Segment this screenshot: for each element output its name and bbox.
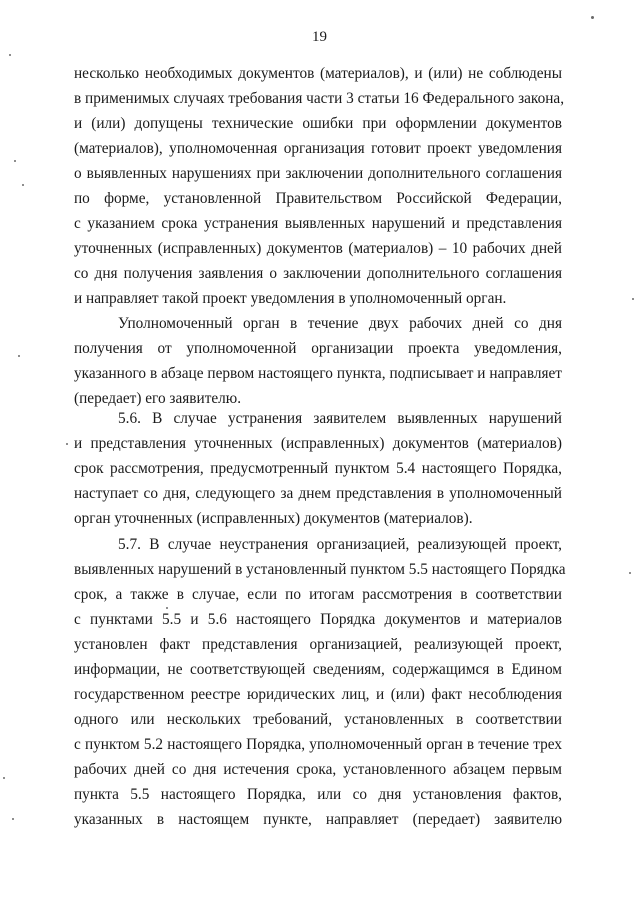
paragraph-clause-5-6: [74, 406, 562, 531]
text-line: в применимых случаях требования части 3 статьи 16 Федерального закона,: [74, 90, 565, 107]
scan-speck: [3, 777, 5, 779]
text-line: по форме, установленной Правительством Российской Федерации,: [74, 190, 562, 207]
text-line: 5.6. В случае устранения заявителем выявленных нарушений: [118, 410, 562, 427]
text-line: и представления уточненных (исправленных) документов (материалов): [74, 435, 562, 452]
text-line: и направляет такой проект уведомления в уполномоченный орган.: [74, 290, 507, 307]
text-line: с пунктом 5.2 настоящего Порядка, уполномоченный орган в течение трех: [74, 736, 562, 753]
text-line: и (или) допущены технические ошибки при оформлении документов: [74, 115, 562, 132]
scan-speck: [12, 818, 14, 820]
scan-speck: [591, 16, 594, 19]
text-line: орган уточненных (исправленных) документов (материалов).: [74, 510, 473, 527]
text-line: указанных в настоящем пункте, направляет (передает) заявителю: [74, 811, 562, 828]
paragraph-notice-preparation: [74, 61, 565, 311]
scan-speck: [9, 54, 11, 56]
text-line: (передает) его заявителю.: [74, 390, 242, 407]
scan-speck: [14, 160, 16, 162]
text-line: (материалов), уполномоченная организация готовит проект уведомления: [74, 140, 562, 157]
page-number: 19: [312, 29, 327, 45]
text-line: одного или нескольких требований, установленных в соответствии: [74, 711, 562, 728]
text-line: уточненных (исправленных) документов (материалов) – 10 рабочих дней: [74, 240, 562, 257]
text-line: со дня получения заявления о заключении дополнительного соглашения: [74, 265, 562, 282]
text-line: выявленных нарушений в установленный пунктом 5.5 настоящего Порядка: [74, 561, 566, 578]
text-line: наступает со дня, следующего за днем представления в уполномоченный: [74, 485, 562, 502]
text-line: получения от уполномоченной организации проекта уведомления,: [74, 340, 562, 357]
text-line: установлен факт представления организацией, реализующей проект,: [74, 636, 562, 653]
scan-speck: [629, 572, 631, 574]
scan-speck: [22, 184, 24, 186]
scan-speck: [66, 443, 68, 445]
text-line: с указанием срока устранения выявленных нарушений и представления: [74, 215, 562, 232]
text-line: информации, не соответствующей сведениям, содержащимся в Едином: [74, 661, 562, 678]
scan-speck: [18, 355, 20, 357]
text-line: с пунктами 5.5 и 5.6 настоящего Порядка документов и материалов: [74, 611, 562, 628]
text-line: срок, а также в случае, если по итогам рассмотрения в соответствии: [74, 586, 562, 603]
text-line: несколько необходимых документов (материалов), и (или) не соблюдены: [74, 65, 562, 82]
scan-speck: [166, 607, 168, 609]
text-line: пункта 5.5 настоящего Порядка, или со дня установления фактов,: [74, 786, 562, 803]
text-line: рабочих дней со дня истечения срока, установленного абзацем первым: [74, 761, 562, 778]
text-line: указанного в абзаце первом настоящего пункта, подписывает и направляет: [74, 365, 562, 382]
scan-speck: [632, 298, 634, 300]
text-line: 5.7. В случае неустранения организацией, реализующей проект,: [118, 536, 562, 553]
text-line: государственном реестре юридических лиц, и (или) факт несоблюдения: [74, 686, 562, 703]
paragraph-authority-signing: [74, 311, 562, 411]
text-line: о выявленных нарушениях при заключении дополнительного соглашения: [74, 165, 562, 182]
text-line: срок рассмотрения, предусмотренный пунктом 5.4 настоящего Порядка,: [74, 460, 562, 477]
text-line: Уполномоченный орган в течение двух рабочих дней со дня: [118, 315, 562, 332]
paragraph-clause-5-7: [74, 532, 566, 832]
